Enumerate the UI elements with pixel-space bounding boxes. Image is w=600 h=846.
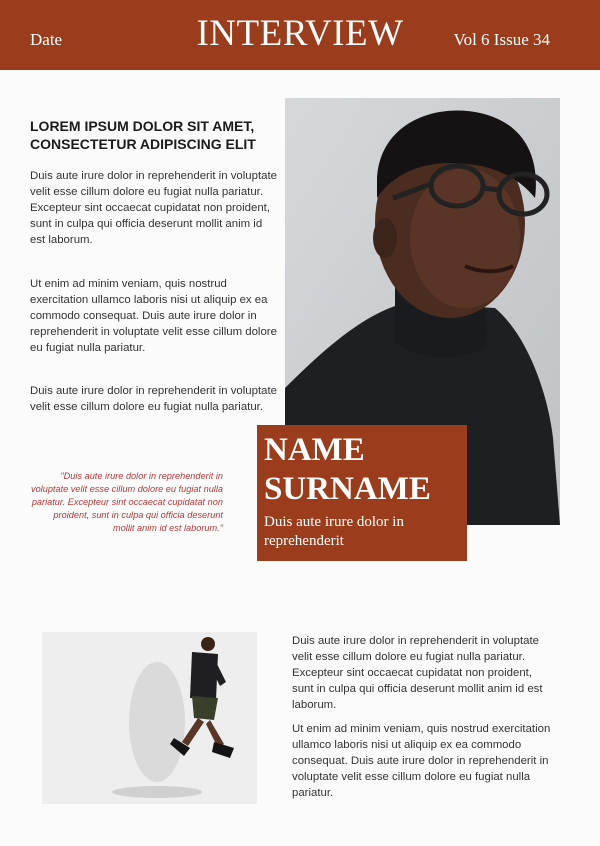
- issue-date: Date: [30, 30, 63, 49]
- magazine-title: INTERVIEW: [196, 13, 404, 54]
- interviewee-first-name: NAME: [264, 432, 365, 468]
- body-paragraph: Ut enim ad minim veniam, quis nostrud exercitation ullamco laboris nisi ut aliquip ex ea commodo consequat. Duis aute irure dolor in reprehenderit in voluptate velit esse cillum dolore eu fugiat nulla pariatur.: [30, 278, 277, 354]
- article-headline: LOREM IPSUM DOLOR SIT AMET, CONSECTETUR ADIPISCING ELIT: [30, 118, 256, 152]
- body-paragraph: Duis aute irure dolor in reprehenderit in voluptate velit esse cillum dolore eu fugiat nulla pariatur.: [30, 385, 277, 413]
- body-paragraph: Ut enim ad minim veniam, quis nostrud exercitation ullamco laboris nisi ut aliquip ex ea commodo consequat. Duis aute irure dolor in reprehenderit in voluptate velit esse cillum dolore eu fugiat nulla pariatur.: [292, 723, 551, 799]
- name-card: [257, 425, 467, 561]
- body-paragraph: Duis aute irure dolor in reprehenderit in voluptate velit esse cillum dolore eu fugiat nulla pariatur. Excepteur sint occaecat cupidatat non proident, sunt in culpa qui officia deserunt mollit anim id est laborum.: [292, 635, 543, 711]
- name-card-subtitle: Duis aute irure dolor in reprehenderit: [264, 514, 404, 549]
- issue-number: Vol 6 Issue 34: [453, 30, 550, 49]
- interviewee-surname: SURNAME: [264, 471, 431, 507]
- body-paragraph: Duis aute irure dolor in reprehenderit in voluptate velit esse cillum dolore eu fugiat nulla pariatur. Excepteur sint occaecat cupidatat non proident, sunt in culpa qui officia deserunt mollit anim id est laborum.: [30, 170, 277, 246]
- pull-quote: "Duis aute irure dolor in reprehenderit in voluptate velit esse cillum dolore eu fugiat nulla pariatur. Excepteur sint occaecat cupidatat non proident, sunt in culpa qui officia deserunt mollit anim id est laborum.": [30, 471, 223, 533]
- leaping-man-photo: [42, 632, 257, 804]
- masthead: [0, 0, 600, 70]
